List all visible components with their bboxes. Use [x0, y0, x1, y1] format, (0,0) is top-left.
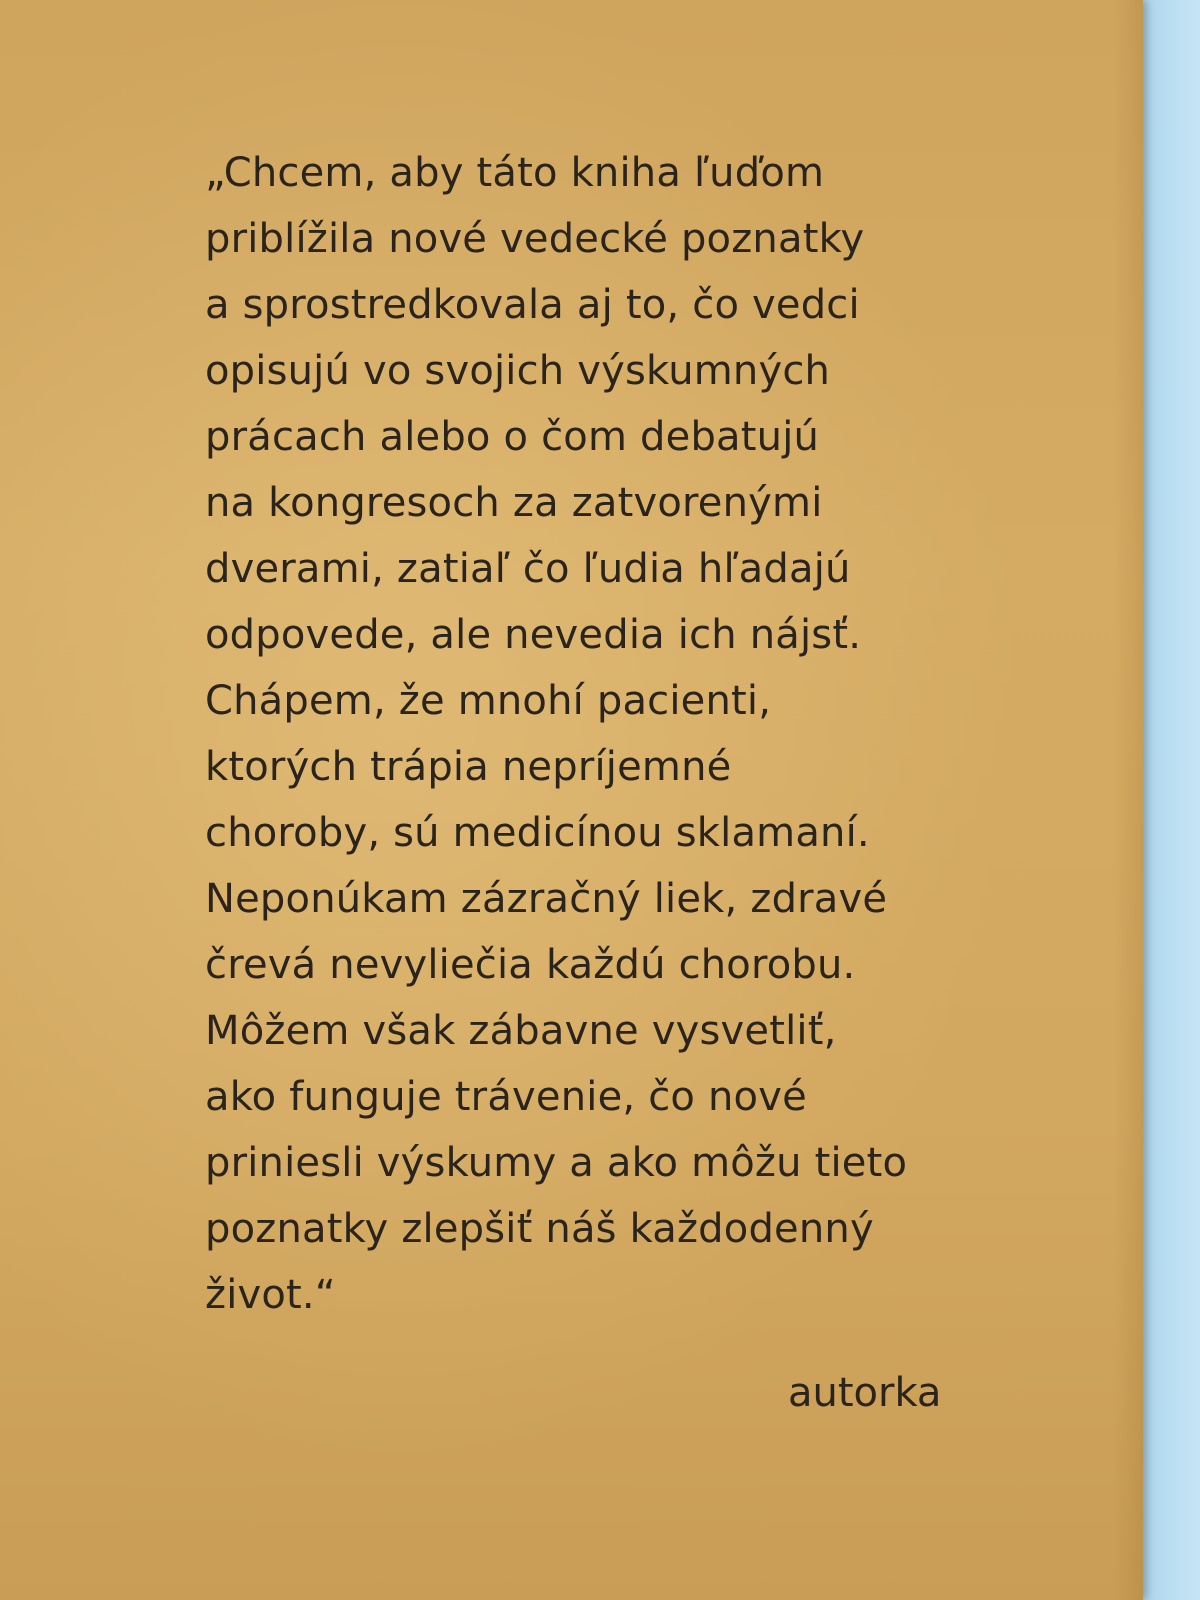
quote-line: ako funguje trávenie, čo nové [205, 1074, 807, 1120]
quote-line: na kongresoch za zatvorenými [205, 480, 823, 526]
quote-line: črevá nevyliečia každú chorobu. [205, 942, 856, 988]
quote-line: a sprostredkovala aj to, čo vedci [205, 282, 860, 328]
quote-line: ktorých trápia nepríjemné [205, 744, 732, 790]
quote-line: dverami, zatiaľ čo ľudia hľadajú [205, 546, 851, 592]
quote-text [205, 140, 985, 1328]
quote-line: odpovede, ale nevedia ich nájsť. [205, 612, 862, 658]
quote-line: Neponúkam zázračný liek, zdravé [205, 876, 888, 922]
quote-line: poznatky zlepšiť náš každodenný [205, 1206, 874, 1252]
quote-line: Môžem však zábavne vysvetliť, [205, 1008, 837, 1054]
attribution: autorka [788, 1370, 942, 1416]
quote-line: život.“ [205, 1272, 336, 1318]
quote-line: opisujú vo svojich výskumných [205, 348, 831, 394]
quote-line: „Chcem, aby táto kniha ľuďom [205, 150, 825, 196]
quote-line: priniesli výskumy a ako môžu tieto [205, 1140, 908, 1186]
quote-line: prácach alebo o čom debatujú [205, 414, 820, 460]
quote-line: choroby, sú medicínou sklamaní. [205, 810, 870, 856]
page-edge-shadow [1113, 0, 1143, 1600]
quote-line: priblížila nové vedecké poznatky [205, 216, 865, 262]
quote-line: Chápem, že mnohí pacienti, [205, 678, 772, 724]
